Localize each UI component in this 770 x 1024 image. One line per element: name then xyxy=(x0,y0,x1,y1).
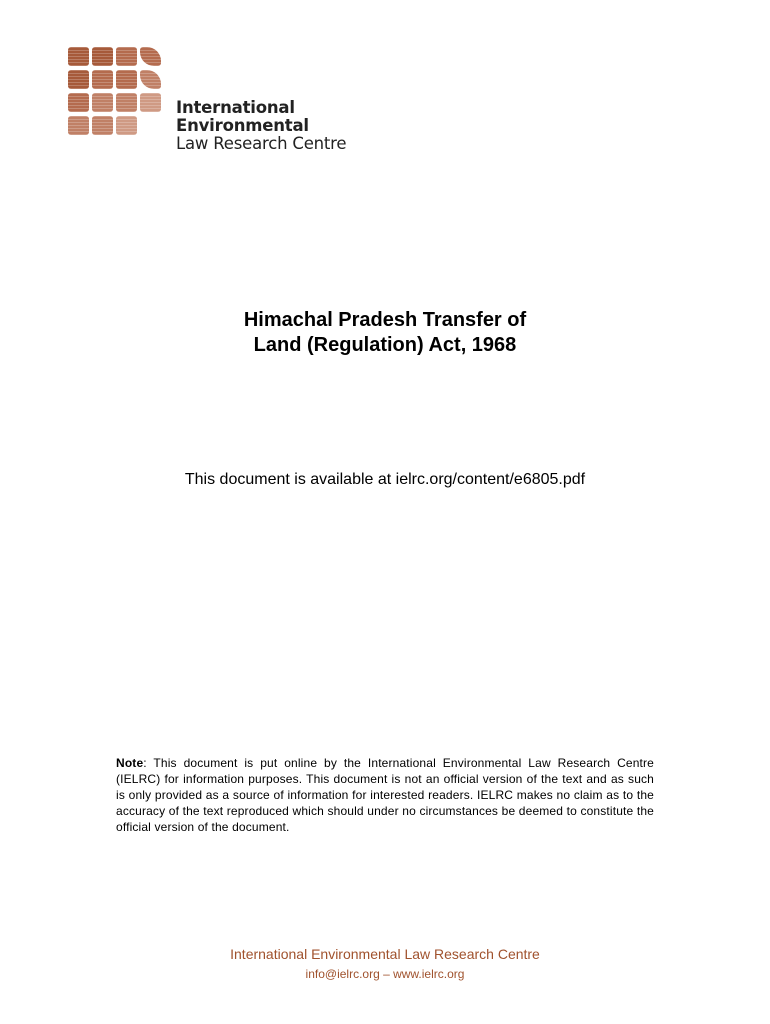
footer-contact: info@ielrc.org – www.ielrc.org xyxy=(305,967,465,981)
ielrc-logo xyxy=(68,47,428,153)
document-title-line2: Land (Regulation) Act, 1968 xyxy=(253,334,517,356)
disclaimer-note xyxy=(116,755,654,835)
logo-tile-grid-icon xyxy=(68,47,164,135)
note-text: : This document is put online by the International Environmental Law Research Centre (IELRC) for information purposes. This document is not an official version of the text and as such is only provided as a source of information for interested readers. IELRC makes no claim as to the accuracy of the text reproduced which should under no circumstances be deemed to constitute the official version of the document. xyxy=(116,756,654,834)
document-title xyxy=(0,308,770,358)
document-title-line1: Himachal Pradesh Transfer of xyxy=(243,309,527,331)
logo-org-name xyxy=(176,99,428,153)
footer xyxy=(0,944,770,984)
availability-notice: This document is available at ielrc.org/content/e6805.pdf xyxy=(184,471,586,488)
note-label: Note xyxy=(116,756,144,770)
footer-org-name: International Environmental Law Research Centre xyxy=(230,946,540,962)
logo-org-name-line1: International Environmental xyxy=(176,98,309,135)
logo-org-name-line2: Law Research Centre xyxy=(176,134,347,153)
